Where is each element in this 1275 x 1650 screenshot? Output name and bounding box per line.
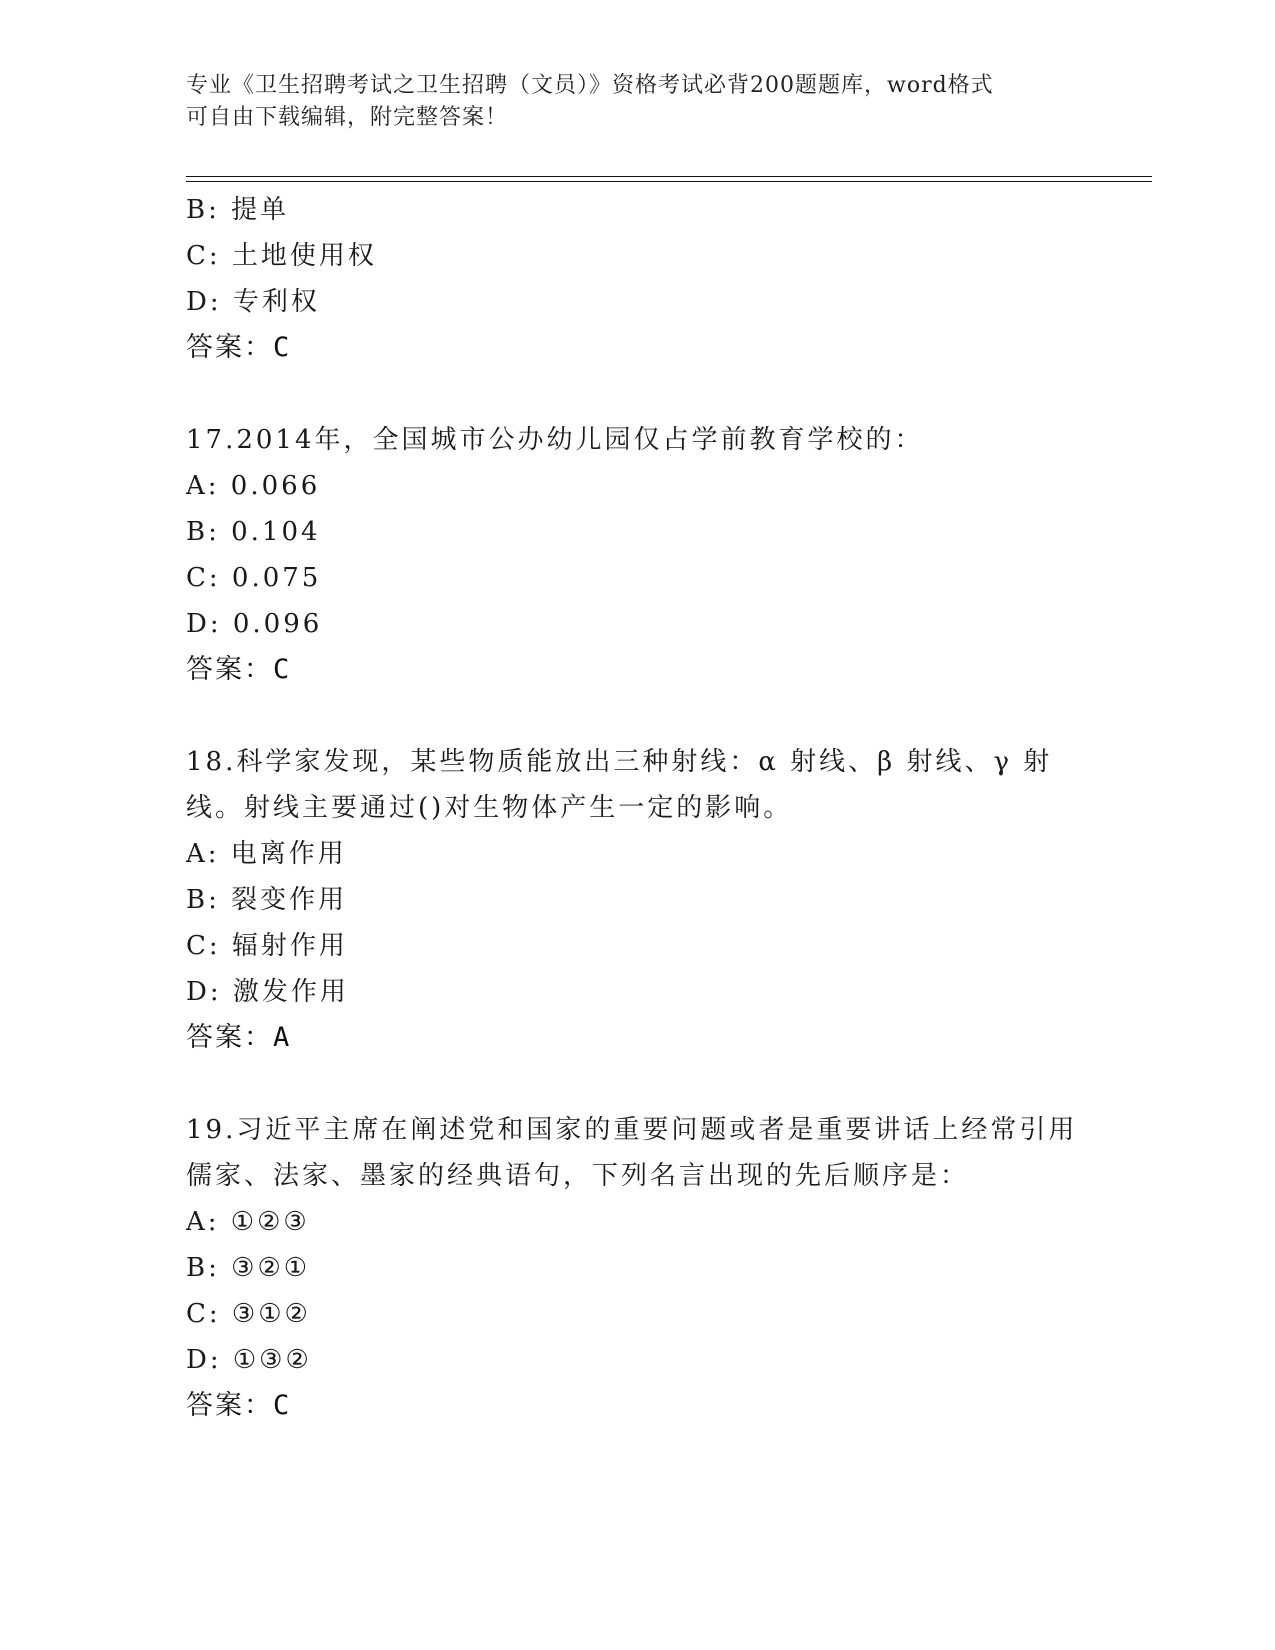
option-c: C: ③①② [186,1299,311,1329]
question-stem-line-1: 18.科学家发现，某些物质能放出三种射线：α 射线、β 射线、γ 射 [186,747,1053,777]
option-b: B: 提单 [186,195,290,225]
question-17-block [186,417,1066,693]
option-b: B: 裂变作用 [186,885,348,915]
option-b: B: 0.104 [186,517,321,547]
question-18-block [186,739,1066,1061]
answer-value: C [273,1390,292,1421]
question-stem-line-2: 线。射线主要通过()对生物体产生一定的影响。 [186,793,793,823]
answer-label: 答案： [186,654,273,685]
option-c: C: 辐射作用 [186,931,348,961]
spacer [186,371,1066,417]
spacer [186,693,1066,739]
question-19-block [186,1107,1078,1429]
option-d: D: 专利权 [186,287,320,317]
option-d: D: ①③② [186,1345,312,1375]
option-d: D: 0.096 [186,609,323,639]
answer-label: 答案： [186,1022,273,1053]
answer-line [186,325,1066,371]
header-title-line-1: 专业《卫生招聘考试之卫生招聘（文员）》资格考试必背200题题库，word格式 [186,73,994,98]
answer-value: C [273,654,292,685]
header-title-line-2: 可自由下载编辑，附完整答案！ [186,105,509,130]
header-divider-bottom [186,181,1152,182]
option-a: A: 电离作用 [186,839,347,869]
question-16-block [186,187,1066,371]
option-b: B: ③②① [186,1253,311,1283]
question-stem-line-1: 19.习近平主席在阐述党和国家的重要问题或者是重要讲话上经常引用 [186,1115,1078,1145]
question-stem: 17.2014年，全国城市公办幼儿园仅占学前教育学校的： [186,425,924,455]
answer-line [186,1383,1066,1429]
question-stem-line-2: 儒家、法家、墨家的经典语句，下列名言出现的先后顺序是： [186,1161,970,1191]
spacer [186,1061,1066,1107]
option-a: A: 0.066 [186,471,321,501]
option-d: D: 激发作用 [186,977,349,1007]
answer-value: C [273,332,292,363]
option-c: C: 0.075 [186,563,322,593]
header-divider-top [186,176,1152,177]
answer-label: 答案： [186,332,273,363]
answer-label: 答案： [186,1390,273,1421]
option-a: A: ①②③ [186,1207,310,1237]
answer-line [186,647,1066,693]
answer-value: A [273,1022,292,1053]
document-header [186,70,1066,134]
question-content [186,187,1078,1429]
option-c: C: 土地使用权 [186,241,377,271]
answer-line [186,1015,1066,1061]
